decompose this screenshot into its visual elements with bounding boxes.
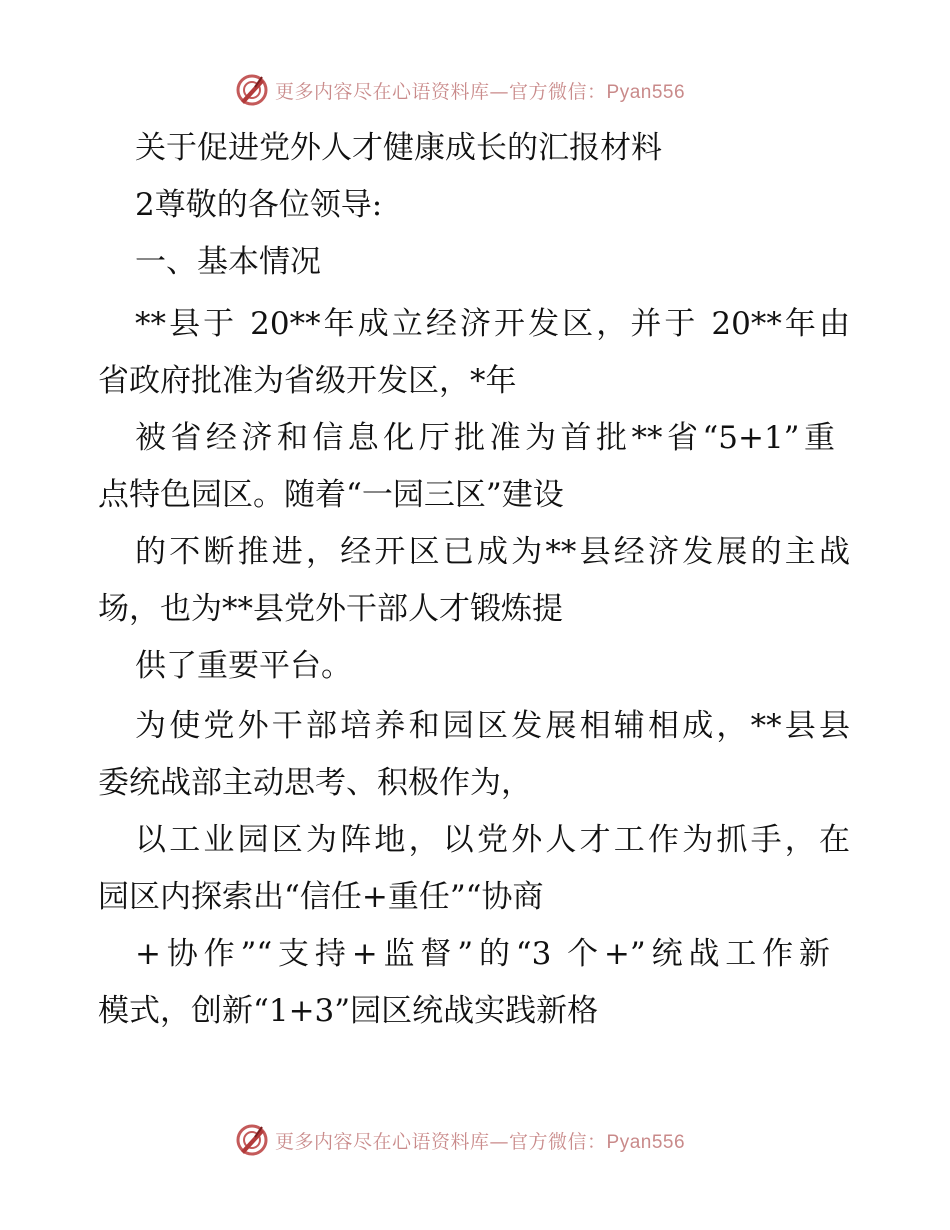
- paragraph-line: 以工业园区为阵地，以党外人才工作为抓手，在: [135, 822, 850, 858]
- paragraph-line: 点特色园区。随着“一园三区”建设: [98, 477, 564, 513]
- paragraph-line: 为使党外干部培养和园区发展相辅相成，**县县: [135, 708, 850, 744]
- brand-logo-icon: [235, 1123, 269, 1157]
- document-title: 关于促进党外人才健康成长的汇报材料: [135, 130, 662, 166]
- paragraph-line: 被省经济和信息化厅批准为首批**省“5+1”重: [135, 420, 835, 456]
- paragraph-line: 供了重要平台。: [135, 648, 352, 684]
- wechat-id: Pyan556: [606, 81, 686, 103]
- paragraph-line: **县于 20**年成立经济开发区，并于 20**年由: [135, 306, 850, 342]
- brand-text: 更多内容尽在心语资料库—官方微信：: [275, 1130, 607, 1153]
- watermark-text: [275, 77, 685, 104]
- salutation: 2尊敬的各位领导:: [135, 187, 383, 223]
- footer-watermark-banner: [235, 1121, 715, 1159]
- paragraph-line: +协作”“支持+监督”的“3 个+”统战工作新: [135, 936, 830, 972]
- wechat-id: Pyan556: [606, 1131, 686, 1153]
- paragraph-line: 场，也为**县党外干部人才锻炼提: [98, 591, 563, 627]
- section-heading: 一、基本情况: [135, 244, 321, 280]
- paragraph-line: 委统战部主动思考、积极作为，: [98, 765, 532, 801]
- paragraph-line: 园区内探索出“信任+重任”“协商: [98, 879, 544, 915]
- paragraph-line: 模式，创新“1+3”园区统战实践新格: [98, 993, 599, 1029]
- header-watermark-banner: [235, 71, 715, 109]
- watermark-text: [275, 1127, 685, 1154]
- brand-text: 更多内容尽在心语资料库—官方微信：: [275, 80, 607, 103]
- paragraph-line: 省政府批准为省级开发区，*年: [98, 363, 517, 399]
- paragraph-line: 的不断推进，经开区已成为**县经济发展的主战: [135, 534, 850, 570]
- brand-logo-icon: [235, 73, 269, 107]
